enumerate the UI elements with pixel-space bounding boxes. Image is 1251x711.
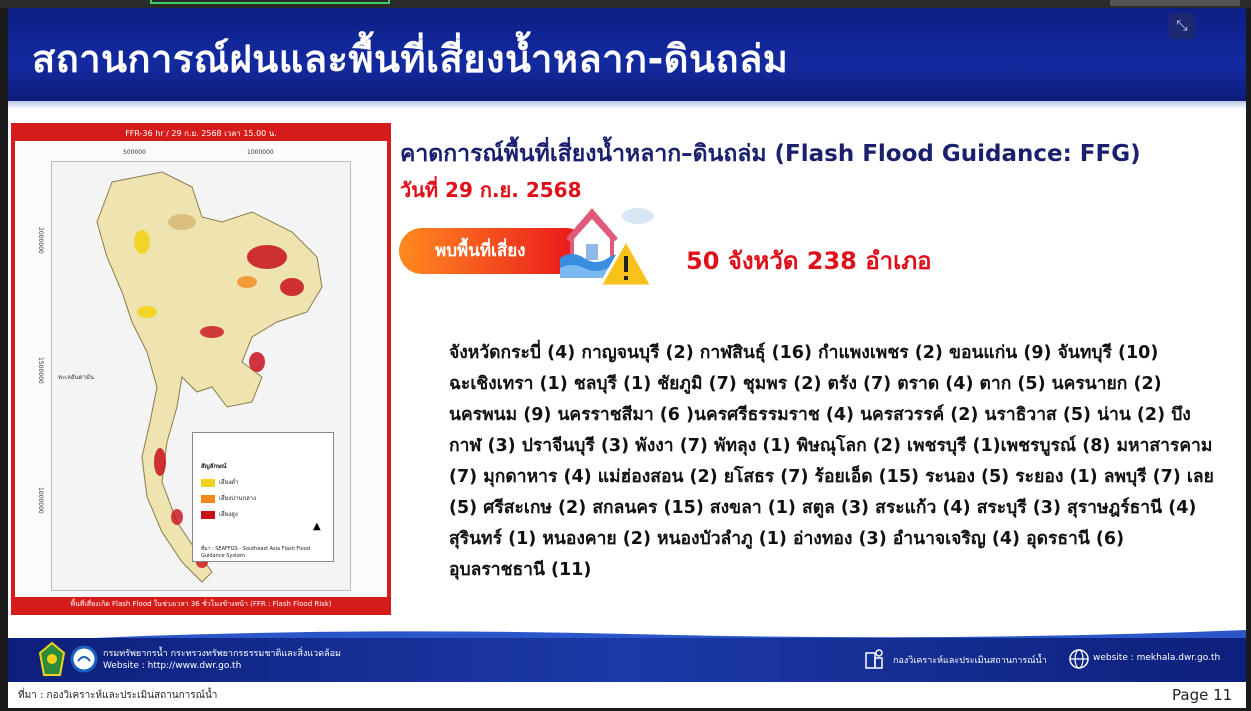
- camera-thumbnail: [1110, 0, 1240, 6]
- exit-fullscreen-icon[interactable]: ⤡: [1169, 13, 1195, 39]
- map-legend: [192, 432, 334, 562]
- legend-swatch: [201, 479, 215, 487]
- map-y-tick: 1500000: [37, 357, 44, 384]
- province-list: [449, 338, 1229, 586]
- building-icon: [863, 648, 885, 670]
- legend-swatch: [201, 511, 215, 519]
- province-line: กาฬ (3) ปราจีนบุรี (3) พังงา (7) พัทลุง (1) พิษณุโลก (2) เพชรบุรี (1)เพชรบูรณ์ (8) มหาสารคาม: [449, 436, 1213, 456]
- active-speaker-frame: [150, 0, 390, 4]
- map-footer: พื้นที่เสี่ยงเกิด Flash Flood ในช่วงเวลา 36 ชั่วโมงข้างหน้า (FFR : Flash Flood Risk): [15, 597, 387, 611]
- header-divider: [8, 101, 1246, 109]
- map-y-tick: 2000000: [37, 227, 44, 254]
- map-header: FFR-36 hr / 29 ก.ย. 2568 เวลา 15.00 น.: [15, 127, 387, 141]
- legend-title: สัญลักษณ์: [201, 463, 227, 470]
- map-x-tick: 500000: [123, 149, 146, 156]
- legend-source: ที่มา : SEAFFGS - Southeast Asia Flash Flood Guidance System: [201, 546, 310, 559]
- flood-warning-icon: [560, 198, 660, 290]
- slide-header: [8, 8, 1246, 101]
- dept-name: กรมทรัพยากรน้ำ กระทรวงทรัพยากรธรรมชาติและสิ่งแวดล้อม: [103, 649, 341, 659]
- dwr-logo-icon: [70, 641, 98, 677]
- province-line: ฉะเชิงเทรา (1) ชลบุรี (1) ชัยภูมิ (7) ชุมพร (2) ตรัง (7) ตราด (4) ตาก (5) นครนายก (2): [449, 374, 1162, 394]
- province-line: นครพนม (9) นครราชสีมา (6 )นครศรีธรรมราช (4) นครสวรรค์ (2) นราธิวาส (5) น่าน (2) บึง: [449, 405, 1191, 425]
- slide-title: สถานการณ์ฝนและพื้นที่เสี่ยงน้ำหลาก-ดินถล่ม: [32, 37, 789, 81]
- presentation-slide: [8, 8, 1246, 708]
- ffg-title: คาดการณ์พื้นที่เสี่ยงน้ำหลาก–ดินถล่ม (Flash Flood Guidance: FFG): [400, 141, 1141, 167]
- video-call-strip: [0, 0, 1251, 8]
- legend-label: เสี่ยงสูง: [219, 511, 238, 518]
- legend-item-medium: [201, 493, 261, 503]
- ffr-map-panel: [11, 123, 391, 615]
- sea-label: ทะเลอันดามัน: [58, 374, 94, 381]
- legend-item-low: [201, 477, 261, 487]
- province-line: (5) ศรีสะเกษ (2) สกลนคร (15) สงขลา (1) สตูล (3) สระแก้ว (4) สระบุรี (3) สุราษฎร์ธานี (4): [449, 498, 1197, 518]
- thailand-risk-map: [51, 161, 351, 591]
- province-line: จังหวัดกระบี่ (4) กาญจนบุรี (2) กาฬสินธุ์ (16) กำแพงเพชร (2) ขอนแก่น (9) จันทบุรี (10): [449, 343, 1159, 363]
- source-bar: [8, 682, 1246, 708]
- division-website[interactable]: website : mekhala.dwr.go.th: [1093, 653, 1221, 663]
- north-arrow-icon: ▲: [313, 521, 321, 532]
- legend-item-high: [201, 509, 261, 519]
- legend-swatch: [201, 495, 215, 503]
- page-number: Page 11: [1172, 686, 1233, 704]
- map-y-tick: 1000000: [37, 487, 44, 514]
- slide-footer: [8, 638, 1246, 682]
- province-line: (7) มุกดาหาร (4) แม่ฮ่องสอน (2) ยโสธร (7) ร้อยเอ็ด (15) ระนอง (5) ระยอง (1) ลพบุรี (7) เลย: [449, 467, 1214, 487]
- risk-found-pill: พบพื้นที่เสี่ยง: [399, 228, 589, 274]
- risk-count: 50 จังหวัด 238 อำเภอ: [686, 247, 932, 275]
- ffg-date: วันที่ 29 ก.ย. 2568: [400, 178, 582, 202]
- map-x-tick: 1000000: [247, 149, 274, 156]
- dept-website[interactable]: Website : http://www.dwr.go.th: [103, 661, 242, 671]
- source-note: ที่มา : กองวิเคราะห์และประเมินสถานการณ์น้ำ: [18, 690, 218, 701]
- ministry-logo-icon: [38, 641, 66, 677]
- province-line: อุบลราชธานี (11): [449, 560, 592, 580]
- legend-label: เสี่ยงปานกลาง: [219, 495, 257, 502]
- division-name: กองวิเคราะห์และประเมินสถานการณ์น้ำ: [893, 656, 1047, 666]
- legend-label: เสี่ยงต่ำ: [219, 479, 239, 486]
- globe-icon: [1068, 648, 1090, 670]
- province-line: สุรินทร์ (1) หนองคาย (2) หนองบัวลำภู (1) อ่างทอง (3) อำนาจเจริญ (4) อุดรธานี (6): [449, 529, 1125, 549]
